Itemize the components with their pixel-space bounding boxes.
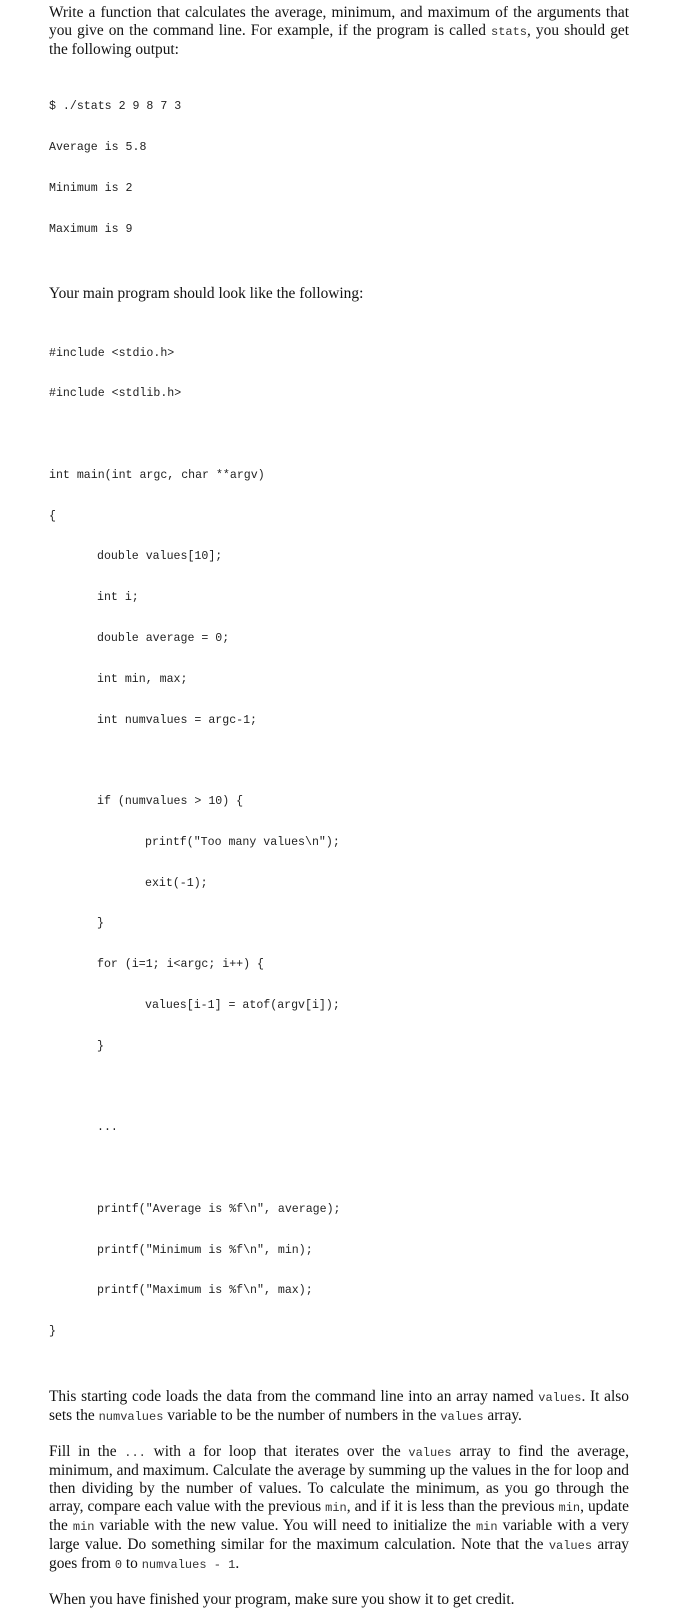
code-include-stdlib: #include <stdlib.h>: [49, 387, 182, 401]
fill-text-6: variable with the new value. You will need to initialize the: [94, 1517, 476, 1535]
fill-text-7: variable with a very large value. Do something similar for the maximum calculation. Note that the: [49, 1517, 629, 1554]
code-if-statement: if (numvalues > 10) {: [97, 795, 244, 809]
inline-code-ellipsis: ...: [124, 1446, 146, 1461]
code-if-close: }: [97, 917, 104, 931]
inline-code-values: values: [548, 1539, 593, 1554]
code-printf-maximum: printf("Maximum is %f\n", max);: [97, 1284, 313, 1298]
code-decl-min-max: int min, max;: [97, 672, 188, 686]
fill-text-10: .: [235, 1555, 240, 1573]
fill-text-9: to: [122, 1555, 142, 1573]
inline-code-values: values: [440, 1410, 484, 1425]
main-program-intro: Your main program should look like the following:: [49, 285, 364, 303]
code-blank-line: [49, 1081, 629, 1095]
intro-paragraph: [49, 4, 629, 59]
intro-text-end: , you should get the following output:: [49, 22, 630, 58]
code-for-close: }: [97, 1039, 104, 1053]
terminal-line-minimum: Minimum is 2: [49, 181, 133, 195]
fill-text-5: , update the: [49, 1498, 629, 1535]
code-ellipsis: ...: [97, 1121, 118, 1135]
fill-text-3: array to find the average, minimum, and maximum. Calculate the average by summing up the values in the for loop and then dividing by the number of values. To calculate the minimum, as you go through the array, compare each value with the previous: [49, 1443, 629, 1516]
code-blank-line: [49, 754, 629, 768]
code-decl-average: double average = 0;: [97, 631, 230, 645]
code-exit-call: exit(-1);: [145, 876, 208, 890]
starting-text-1: This starting code loads the data from the command line into an array named: [49, 1388, 539, 1406]
code-decl-numvalues: int numvalues = argc-1;: [97, 713, 258, 727]
code-blank-line: [49, 1162, 629, 1176]
inline-code-numvalues-minus-one: numvalues - 1: [141, 1558, 236, 1573]
closing-paragraph: When you have finished your program, make sure you show it to get credit.: [49, 1591, 515, 1609]
program-name-code: stats: [491, 25, 528, 39]
assignment-document: [49, 4, 629, 1609]
code-include-stdio: #include <stdio.h>: [49, 346, 175, 360]
inline-code-values: values: [408, 1446, 452, 1461]
fill-text-8: array goes from: [49, 1536, 629, 1573]
starting-text-2: . It also sets the: [49, 1388, 629, 1425]
inline-code-min: min: [475, 1520, 498, 1535]
terminal-line-maximum: Maximum is 9: [49, 222, 133, 236]
fill-text-2: with a for loop that iterates over the: [145, 1443, 409, 1461]
fill-text-1: Fill in the: [49, 1443, 125, 1461]
code-decl-values: double values[10];: [97, 550, 223, 564]
intro-text: Write a function that calculates the average, minimum, and maximum of the arguments that you give on the command line. For example, if the program is called: [49, 4, 629, 39]
code-printf-minimum: printf("Minimum is %f\n", min);: [97, 1243, 313, 1257]
inline-code-values: values: [538, 1391, 582, 1406]
starting-text-3: variable to be the number of numbers in the: [163, 1407, 441, 1425]
code-open-brace: {: [49, 509, 56, 523]
terminal-command: $ ./stats 2 9 8 7 3: [49, 100, 182, 114]
code-for-statement: for (i=1; i<argc; i++) {: [97, 958, 264, 972]
inline-code-min: min: [325, 1501, 347, 1516]
code-main-signature: int main(int argc, char **argv): [49, 468, 265, 482]
code-printf-too-many: printf("Too many values\n");: [145, 835, 340, 849]
fill-text-4: , and if it is less than the previous: [346, 1498, 559, 1516]
code-blank-line: [49, 428, 629, 442]
code-listing: [49, 319, 629, 1366]
inline-code-zero: 0: [114, 1558, 123, 1573]
code-close-brace: }: [49, 1325, 56, 1339]
starting-code-paragraph: [49, 1388, 629, 1426]
terminal-line-average: Average is 5.8: [49, 140, 147, 154]
inline-code-numvalues: numvalues: [98, 1410, 164, 1425]
inline-code-min: min: [558, 1501, 581, 1516]
terminal-output: [49, 73, 629, 263]
code-printf-average: printf("Average is %f\n", average);: [97, 1202, 341, 1216]
inline-code-min: min: [72, 1520, 95, 1535]
code-for-body: values[i-1] = atof(argv[i]);: [145, 999, 340, 1012]
starting-text-4: array.: [483, 1407, 522, 1425]
code-decl-i: int i;: [97, 591, 139, 605]
fill-in-paragraph: [49, 1443, 629, 1574]
